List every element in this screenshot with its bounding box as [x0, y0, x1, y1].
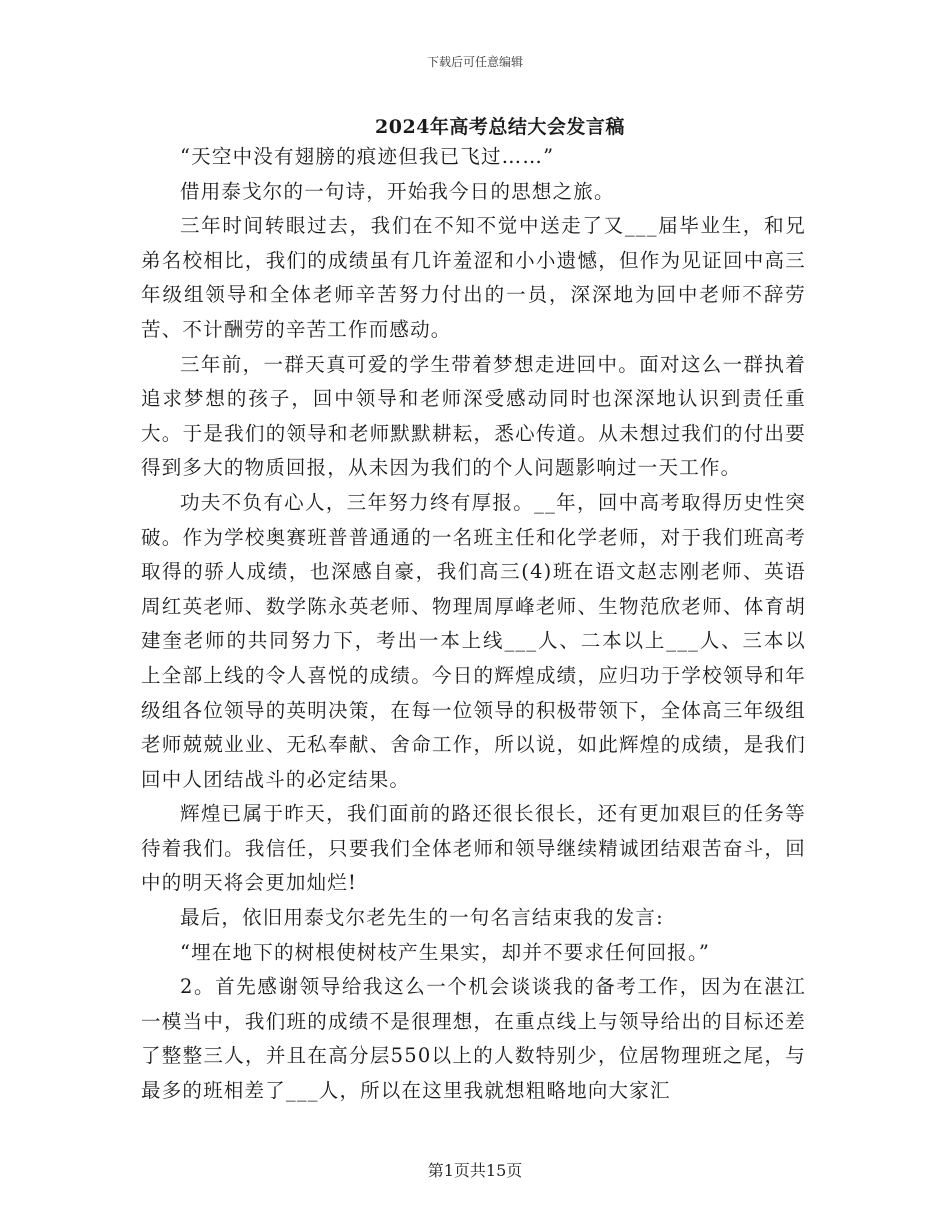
page-footer-number: 第1页共15页: [427, 1161, 523, 1180]
paragraph: 2。首先感谢领导给我这么一个机会谈谈我的备考工作，因为在湛江一模当中，我们班的成绩不是很理想，在重点线上与领导给出的目标还差了整整三人，并且在高分层550以上的人数特别少，位居物理班之尾，与最多的班相差了___人，所以在这里我就想粗略地向大家汇: [141, 975, 806, 1103]
paragraph: “天空中没有翅膀的痕迹但我已飞过……”: [180, 145, 555, 168]
paragraph: 最后，依旧用泰戈尔老先生的一句名言结束我的发言:: [180, 906, 664, 930]
document-title: 2024年高考总结大会发言稿: [375, 116, 625, 138]
paragraph: 功夫不负有心人，三年努力终有厚报。__年，回中高考取得历史性突破。作为学校奥赛班普普通通的一名班主任和化学老师，对于我们班高考取得的骄人成绩，也深感自豪，我们高三(4)班在语文赵志刚老师、英语周红英老师、数学陈永英老师、物理周厚峰老师、生物范欣老师、体育胡建奎老师的共同努力下，考出一本上线___人、二本以上___人、三本以上全部上线的令人喜悦的成绩。今日的辉煌成绩，应归功于学校领导和年级组各位领导的英明决策，在每一位领导的积极带领下，全体高三年级组老师兢兢业业、无私奉献、舍命工作，所以说，如此辉煌的成绩，是我们回中人团结战斗的必定结果。: [141, 490, 806, 791]
page-header-note: 下载后可任意编辑: [426, 55, 523, 69]
paragraph: 三年前，一群天真可爱的学生带着梦想走进回中。面对这么一群执着追求梦想的孩子，回中领导和老师深受感动同时也深深地认识到责任重大。于是我们的领导和老师默默耕耘，悉心传道。从未想过我们的付出要得到多大的物质回报，从未因为我们的个人问题影响过一天工作。: [141, 352, 806, 480]
paragraph: 借用泰戈尔的一句诗，开始我今日的思想之旅。: [180, 179, 615, 203]
document-body: [141, 140, 806, 1109]
paragraph: 辉煌已属于昨天，我们面前的路还很长很长，还有更加艰巨的任务等待着我们。我信任，只要我们全体老师和领导继续精诚团结艰苦奋斗，回中的明天将会更加灿烂!: [141, 802, 806, 895]
paragraph: 三年时间转眼过去，我们在不知不觉中送走了又___届毕业生，和兄弟名校相比，我们的成绩虽有几许羞涩和小小遗憾，但作为见证回中高三年级组领导和全体老师辛苦努力付出的一员，深深地为回中老师不辞劳苦、不计酬劳的辛苦工作而感动。: [141, 214, 806, 341]
paragraph: “埋在地下的树根使树枝产生果实，却并不要求任何回报。”: [180, 940, 711, 964]
